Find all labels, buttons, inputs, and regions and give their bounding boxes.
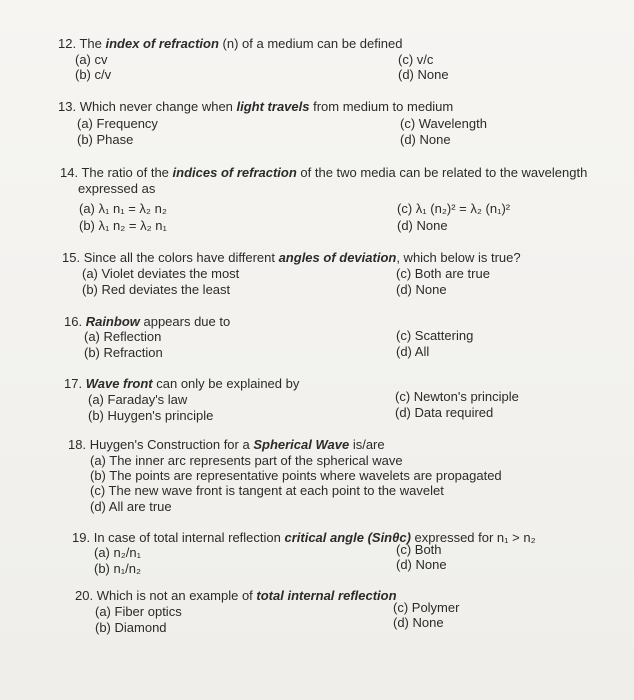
option-b[interactable]: (b) The points are representative points where wavelets are propagated	[90, 468, 502, 483]
option-b[interactable]: (b) Refraction	[84, 345, 163, 360]
option-b[interactable]: (b) Huygen's principle	[88, 408, 214, 423]
option-d[interactable]: (d) None	[393, 615, 444, 630]
option-d[interactable]: (d) None	[397, 218, 448, 233]
option-c[interactable]: (c) Both	[396, 542, 442, 557]
question-stem: 19. In case of total internal reflection critical angle (Sinθc) expressed for n₁ > n₂	[72, 530, 536, 545]
question-stem: 14. The ratio of the indices of refraction of the two media can be related to the wavelength	[60, 165, 588, 180]
option-c[interactable]: (c) The new wave front is tangent at each point to the wavelet	[90, 483, 444, 498]
option-a[interactable]: (a) Violet deviates the most	[82, 266, 240, 281]
option-d[interactable]: (d) None	[396, 557, 447, 572]
option-b[interactable]: (b) λ₁ n₂ = λ₂ n₁	[79, 218, 167, 233]
question-20	[75, 588, 397, 604]
question-14	[60, 165, 587, 196]
option-a[interactable]: (a) Fiber optics	[95, 604, 182, 619]
option-c[interactable]: (c) Both are true	[396, 266, 490, 281]
option-b[interactable]: (b) Red deviates the least	[82, 282, 231, 297]
question-stem: 13. Which never change when light travels from medium to medium	[58, 99, 454, 114]
question-19	[72, 530, 536, 546]
option-a[interactable]: (a) cv	[75, 52, 108, 67]
option-d[interactable]: (d) Data required	[395, 405, 494, 420]
question-stem: 12. The index of refraction (n) of a medium can be defined	[58, 36, 403, 51]
option-b[interactable]: (b) Diamond	[95, 620, 167, 635]
question-stem-line-2: expressed as	[78, 180, 156, 196]
question-stem: 20. Which is not an example of total internal reflection	[75, 588, 397, 603]
question-12	[58, 36, 402, 52]
option-b[interactable]: (b) Phase	[77, 132, 134, 147]
question-16	[64, 314, 230, 330]
option-a[interactable]: (a) λ₁ n₁ = λ₂ n₂	[79, 201, 167, 216]
option-a[interactable]: (a) n₂/n₁	[94, 545, 142, 560]
question-17	[64, 376, 299, 392]
option-a[interactable]: (a) The inner arc represents part of the spherical wave	[90, 453, 403, 468]
option-d[interactable]: (d) None	[398, 67, 449, 82]
question-stem: 15. Since all the colors have different angles of deviation, which below is true?	[62, 250, 521, 265]
option-a[interactable]: (a) Reflection	[84, 329, 162, 344]
option-c[interactable]: (c) v/c	[398, 52, 434, 67]
question-15	[62, 250, 521, 266]
question-13	[58, 99, 453, 115]
option-b[interactable]: (b) c/v	[75, 67, 112, 82]
option-d[interactable]: (d) None	[400, 132, 451, 147]
question-stem: 17. Wave front can only be explained by	[64, 376, 300, 391]
question-stem: 16. Rainbow appears due to	[64, 314, 231, 329]
option-d[interactable]: (d) None	[396, 282, 447, 297]
option-d[interactable]: (d) All are true	[90, 499, 172, 514]
option-c[interactable]: (c) Wavelength	[400, 116, 487, 131]
option-b[interactable]: (b) n₁/n₂	[94, 561, 142, 576]
option-c[interactable]: (c) Newton's principle	[395, 389, 519, 404]
option-c[interactable]: (c) Polymer	[393, 600, 460, 615]
question-stem: 18. Huygen's Construction for a Spherical Wave is/are	[68, 437, 385, 452]
option-c[interactable]: (c) λ₁ (n₂)² = λ₂ (n₁)²	[397, 201, 511, 216]
option-c[interactable]: (c) Scattering	[396, 328, 474, 343]
option-a[interactable]: (a) Faraday's law	[88, 392, 188, 407]
question-18	[68, 437, 385, 453]
option-d[interactable]: (d) All	[396, 344, 430, 359]
option-a[interactable]: (a) Frequency	[77, 116, 158, 131]
